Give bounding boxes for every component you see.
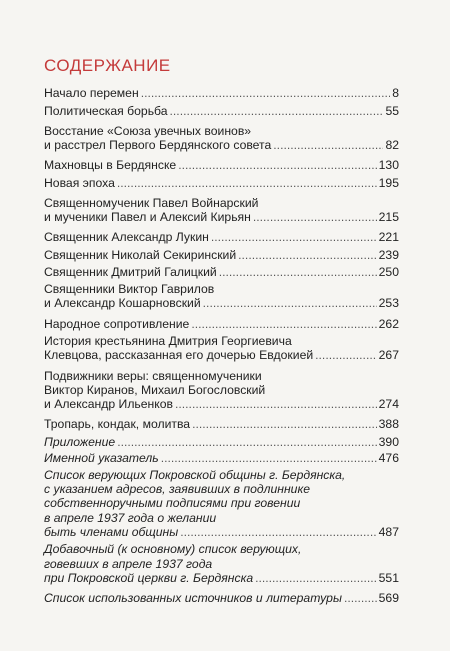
dot-leader <box>117 176 377 190</box>
toc-entry-line: Список верующих Покровской общины г. Бердянска, <box>44 467 346 482</box>
toc-entry <box>44 317 399 331</box>
toc-entry-last-line <box>44 138 399 152</box>
toc-entry-line: Махновцы в Бердянске <box>44 158 177 173</box>
toc-entry <box>44 248 399 262</box>
toc-entry-line: Политическая борьба <box>44 103 168 118</box>
dot-leader <box>273 138 383 152</box>
toc-entry <box>44 265 399 279</box>
toc-entry-last-line <box>44 317 399 331</box>
toc-entry-line: в апреле 1937 года о желании <box>44 510 217 525</box>
dot-leader <box>315 348 377 362</box>
toc-page-number: 221 <box>378 230 399 245</box>
toc-page-number: 487 <box>378 524 399 539</box>
toc-entry-last-line <box>44 230 399 244</box>
toc-entry <box>44 451 399 465</box>
toc-entry-last-line <box>44 104 399 118</box>
toc-entry-line: Начало перемен <box>44 86 139 100</box>
toc-entry-last-line <box>44 265 399 279</box>
dot-leader <box>117 435 376 449</box>
toc-page-number: 82 <box>385 138 399 152</box>
toc-page-number: 569 <box>378 591 399 605</box>
toc-entry <box>44 158 399 172</box>
table-of-contents <box>44 86 399 609</box>
toc-entry-last-line <box>44 451 399 465</box>
dot-leader <box>141 86 391 100</box>
toc-entry <box>44 542 399 585</box>
dot-leader <box>344 591 377 605</box>
toc-entry-last-line <box>44 571 399 585</box>
toc-entry <box>44 591 399 605</box>
toc-entry-line: при Покровской церкви г. Бердянска <box>44 570 254 585</box>
toc-entry <box>44 196 399 224</box>
toc-page-number: 239 <box>378 248 399 262</box>
page-title: СОДЕРЖАНИЕ <box>44 56 171 75</box>
toc-entry <box>44 124 399 152</box>
toc-entry <box>44 86 399 100</box>
toc-entry-last-line <box>44 435 399 449</box>
toc-page-number: 390 <box>378 434 399 449</box>
dot-leader <box>211 230 377 244</box>
toc-entry-last-line <box>44 210 399 224</box>
dot-leader <box>191 317 376 331</box>
toc-entry-line: собственноручными подписями при говении <box>44 496 301 511</box>
toc-entry-line: и Александр Ильенков <box>44 397 174 411</box>
dot-leader <box>180 525 376 539</box>
toc-page-number: 262 <box>378 316 399 331</box>
toc-page-number: 250 <box>378 264 399 279</box>
toc-page-number: 274 <box>378 397 399 411</box>
toc-entry-last-line <box>44 158 399 172</box>
toc-entry-line: Подвижники веры: священномученики <box>44 368 262 383</box>
toc-entry <box>44 230 399 244</box>
toc-page-number: 388 <box>378 417 399 432</box>
toc-page-number: 8 <box>392 86 399 100</box>
dot-leader <box>161 451 377 465</box>
toc-entry-line: Народное сопротивление <box>44 316 190 331</box>
toc-entry-line: Священник Николай Секиринский <box>44 248 237 262</box>
toc-entry-line: Клевцова, рассказанная его дочерью Евдокией <box>44 348 314 363</box>
dot-leader <box>192 417 377 431</box>
toc-entry-line: Приложение <box>44 434 116 449</box>
toc-page-number: 55 <box>385 103 399 118</box>
toc-entry-line: говевших в апреле 1937 года <box>44 556 213 571</box>
toc-entry-last-line <box>44 525 399 539</box>
toc-page-number: 476 <box>378 451 399 466</box>
toc-entry-line: Священники Виктор Гаврилов <box>44 282 215 297</box>
toc-entry <box>44 334 399 362</box>
toc-entry-line: с указанием адресов, заявивших в подлиннике <box>44 482 310 497</box>
dot-leader <box>255 571 377 585</box>
toc-entry-line: быть членами общины <box>44 524 179 539</box>
toc-entry-line: и мученики Павел и Алексий Кирьян <box>44 210 251 225</box>
toc-entry-line: Добавочный (к основному) список верующих, <box>44 542 302 557</box>
toc-entry <box>44 176 399 190</box>
toc-entry-line: Именной указатель <box>44 451 159 466</box>
toc-page-number: 551 <box>378 570 399 585</box>
toc-entry-last-line <box>44 591 399 605</box>
toc-entry-last-line <box>44 296 399 310</box>
toc-entry-line: Священник Дмитрий Галицкий <box>44 264 217 279</box>
toc-entry <box>44 417 399 431</box>
toc-entry-last-line <box>44 86 399 100</box>
toc-entry <box>44 468 399 539</box>
toc-entry-line: Новая эпоха <box>44 175 115 190</box>
toc-entry-line: История крестьянина Дмитрия Георгиевича <box>44 334 292 349</box>
toc-entry <box>44 104 399 118</box>
toc-page-number: 130 <box>378 158 399 173</box>
dot-leader <box>170 104 384 118</box>
toc-page-number: 253 <box>378 296 399 311</box>
toc-page-number: 267 <box>378 348 399 363</box>
toc-entry-line: Список использованных источников и литературы <box>44 591 342 605</box>
dot-leader <box>203 296 377 310</box>
dot-leader <box>175 397 377 411</box>
toc-entry-line: Священник Александр Лукин <box>44 230 209 245</box>
toc-page-number: 195 <box>378 175 399 190</box>
toc-page-number: 215 <box>378 210 399 225</box>
toc-entry-line: Священномученик Павел Войнарский <box>44 196 259 210</box>
toc-entry-line: Восстание «Союза увечных воинов» <box>44 123 252 138</box>
toc-entry-line: и Александр Кошарновский <box>44 296 201 311</box>
toc-entry-last-line <box>44 417 399 431</box>
toc-entry <box>44 369 399 412</box>
toc-entry-line: и расстрел Первого Бердянского совета <box>44 138 272 152</box>
toc-entry-last-line <box>44 248 399 262</box>
toc-entry-last-line <box>44 348 399 362</box>
dot-leader <box>219 265 377 279</box>
toc-entry <box>44 435 399 449</box>
dot-leader <box>253 210 377 224</box>
toc-entry-last-line <box>44 176 399 190</box>
dot-leader <box>178 158 376 172</box>
dot-leader <box>238 248 377 262</box>
toc-entry-line: Виктор Киранов, Михаил Богословский <box>44 382 266 397</box>
toc-entry <box>44 282 399 310</box>
toc-entry-line: Тропарь, кондак, молитва <box>44 417 191 432</box>
toc-entry-last-line <box>44 397 399 411</box>
